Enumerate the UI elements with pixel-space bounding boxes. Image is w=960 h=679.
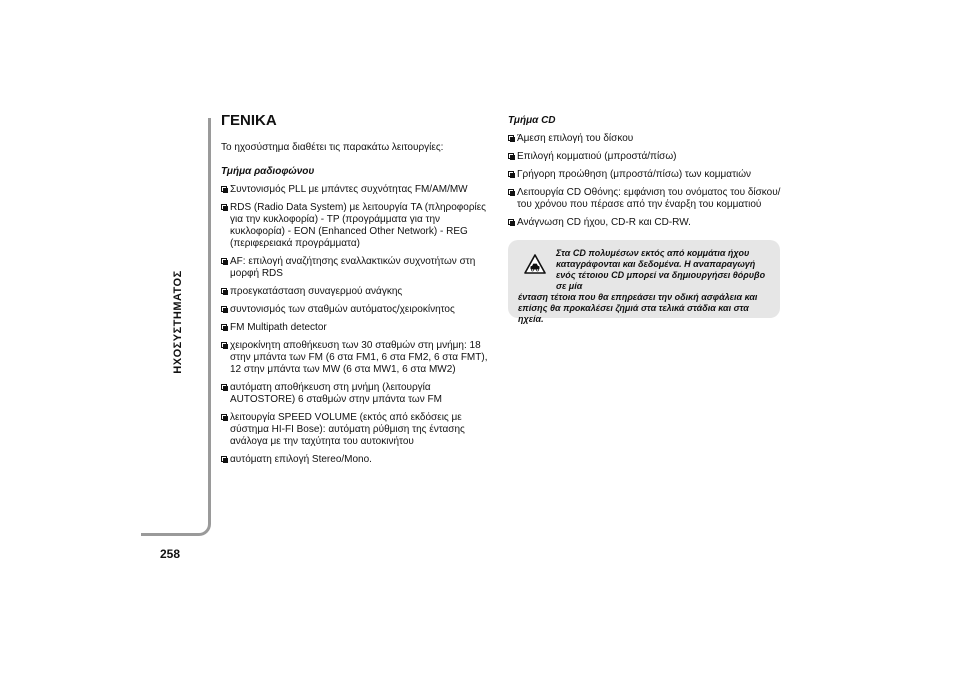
- list-item: προεγκατάσταση συναγερμού ανάγκης: [221, 286, 491, 298]
- square-bullet-icon: [508, 171, 514, 177]
- list-item: RDS (Radio Data System) με λειτουργία TA (πληροφορίες για την κυκλοφορία) - TP (προγράμματα για την κυκλοφορία) - EON (Enhanced Other Network) - REG (περιφερειακά προγράμματα): [221, 202, 491, 250]
- cd-feature-list: [508, 133, 783, 229]
- list-item: Άμεση επιλογή του δίσκου: [508, 133, 783, 145]
- square-bullet-icon: [221, 306, 227, 312]
- cd-section-title: Τμήμα CD: [508, 115, 556, 126]
- square-bullet-icon: [508, 153, 514, 159]
- square-bullet-icon: [221, 258, 227, 264]
- intro-text: Το ηχοσύστημα διαθέτει τις παρακάτω λειτουργίες:: [221, 142, 444, 153]
- square-bullet-icon: [221, 186, 227, 192]
- list-item: αυτόματη επιλογή Stereo/Mono.: [221, 454, 491, 466]
- radio-feature-list: [221, 184, 491, 466]
- square-bullet-icon: [221, 342, 227, 348]
- list-item: FM Multipath detector: [221, 322, 491, 334]
- square-bullet-icon: [508, 135, 514, 141]
- list-item: λειτουργία SPEED VOLUME (εκτός από εκδόσεις με σύστημα HI-FI Bose): αυτόματη ρύθμιση της έντασης ανάλογα με την ταχύτητα του αυτοκινήτου: [221, 412, 491, 448]
- square-bullet-icon: [221, 324, 227, 330]
- list-item: Γρήγορη προώθηση (μπροστά/πίσω) των κομματιών: [508, 169, 783, 181]
- list-item: Συντονισμός PLL με μπάντες συχνότητας FM/AM/MW: [221, 184, 491, 196]
- square-bullet-icon: [221, 204, 227, 210]
- right-column: [508, 112, 783, 235]
- list-item: αυτόματη αποθήκευση στη μνήμη (λειτουργία AUTOSTORE) 6 σταθμών στην μπάντα των FM: [221, 382, 491, 406]
- warning-text-2: ένταση τέτοια που θα επηρεάσει την οδική ασφάλεια και επίσης θα προκαλέσει ζημιά στα τελικά στάδια και στα ηχεία.: [518, 292, 758, 324]
- page-number: 258: [160, 547, 181, 561]
- page-title: ΓΕΝΙΚΑ: [221, 112, 277, 129]
- list-item: AF: επιλογή αναζήτησης εναλλακτικών συχνοτήτων στη μορφή RDS: [221, 256, 491, 280]
- list-item: συντονισμός των σταθμών αυτόματος/χειροκίνητος: [221, 304, 491, 316]
- square-bullet-icon: [221, 288, 227, 294]
- square-bullet-icon: [508, 189, 514, 195]
- list-item: χειροκίνητη αποθήκευση των 30 σταθμών στη μνήμη: 18 στην μπάντα των FM (6 στα FM1, 6 στα FM2, 6 στα FMT), 12 στην μπάντα των MW (6 στα MW1, 6 στα MW2): [221, 340, 491, 376]
- warning-box: [508, 240, 780, 324]
- section-side-title: ΗΧΟΣΥΣΤΗΜΑΤΟΣ: [172, 270, 184, 374]
- radio-section-title: Τμήμα ραδιοφώνου: [221, 166, 315, 177]
- left-column: [221, 112, 491, 472]
- list-item: Ανάγνωση CD ήχου, CD-R και CD-RW.: [508, 217, 783, 229]
- warning-triangle-car-icon: [524, 254, 546, 274]
- square-bullet-icon: [221, 384, 227, 390]
- list-item: Επιλογή κομματιού (μπροστά/πίσω): [508, 151, 783, 163]
- square-bullet-icon: [221, 414, 227, 420]
- warning-text-1: Στα CD πολυμέσων εκτός από κομμάτια ήχου καταγράφονται και δεδομένα. Η αναπαραγωγή ενός τέτοιου CD μπορεί να δημιουργήσει θόρυβο σε μία: [556, 248, 766, 291]
- square-bullet-icon: [508, 219, 514, 225]
- list-item: Λειτουργία CD Οθόνης: εμφάνιση του ονόματος του δίσκου/του χρόνου που πέρασε από την έναρξη του κομματιού: [508, 187, 783, 211]
- square-bullet-icon: [221, 456, 227, 462]
